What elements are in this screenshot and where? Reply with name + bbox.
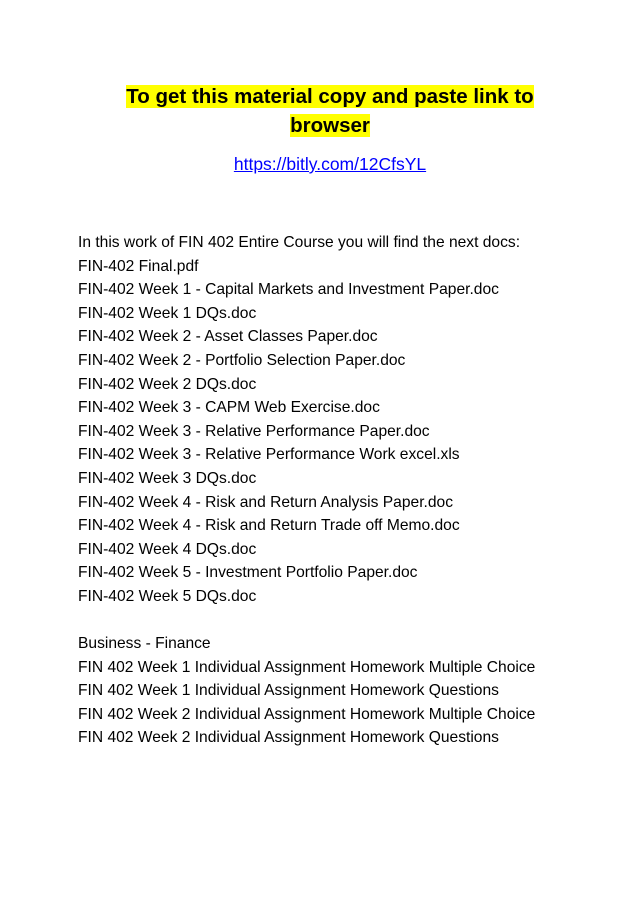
doc-item: FIN-402 Week 3 DQs.doc — [78, 469, 257, 487]
intro-text: In this work of FIN 402 Entire Course you will find the next docs: — [78, 234, 521, 251]
category-label: Business - Finance — [78, 635, 211, 653]
doc-item: FIN-402 Week 1 - Capital Markets and Investment Paper.doc — [78, 281, 499, 299]
doc-item: FIN-402 Week 5 - Investment Portfolio Paper.doc — [78, 564, 418, 582]
doc-item: FIN-402 Week 5 DQs.doc — [78, 587, 257, 605]
doc-item: FIN-402 Final.pdf — [78, 257, 199, 275]
assignments-list — [78, 656, 568, 750]
page-heading — [60, 82, 600, 140]
assignment-item: FIN 402 Week 2 Individual Assignment Homework Questions — [78, 729, 499, 747]
heading-line-1: To get this material copy and paste link to — [126, 85, 534, 108]
doc-item: FIN-402 Week 2 DQs.doc — [78, 375, 257, 393]
doc-item: FIN-402 Week 2 - Asset Classes Paper.doc — [78, 328, 378, 346]
paragraph-gap — [78, 609, 568, 633]
document-body — [78, 231, 568, 750]
assignment-item: FIN 402 Week 1 Individual Assignment Homework Multiple Choice — [78, 658, 536, 676]
doc-item: FIN-402 Week 3 - Relative Performance Work excel.xls — [78, 446, 460, 464]
heading-line-2: browser — [290, 114, 370, 137]
doc-item: FIN-402 Week 3 - Relative Performance Paper.doc — [78, 422, 430, 440]
material-link[interactable]: https://bitly.com/12CfsYL — [233, 154, 427, 174]
assignment-item: FIN 402 Week 2 Individual Assignment Homework Multiple Choice — [78, 705, 536, 723]
assignment-item: FIN 402 Week 1 Individual Assignment Homework Questions — [78, 682, 499, 700]
doc-item: FIN-402 Week 1 DQs.doc — [78, 304, 257, 322]
doc-item: FIN-402 Week 4 - Risk and Return Trade off Memo.doc — [78, 517, 460, 535]
doc-item: FIN-402 Week 4 - Risk and Return Analysis Paper.doc — [78, 493, 454, 511]
doc-item: FIN-402 Week 3 - CAPM Web Exercise.doc — [78, 399, 380, 417]
doc-item: FIN-402 Week 2 - Portfolio Selection Paper.doc — [78, 351, 406, 369]
docs-list — [78, 255, 568, 609]
doc-item: FIN-402 Week 4 DQs.doc — [78, 540, 257, 558]
